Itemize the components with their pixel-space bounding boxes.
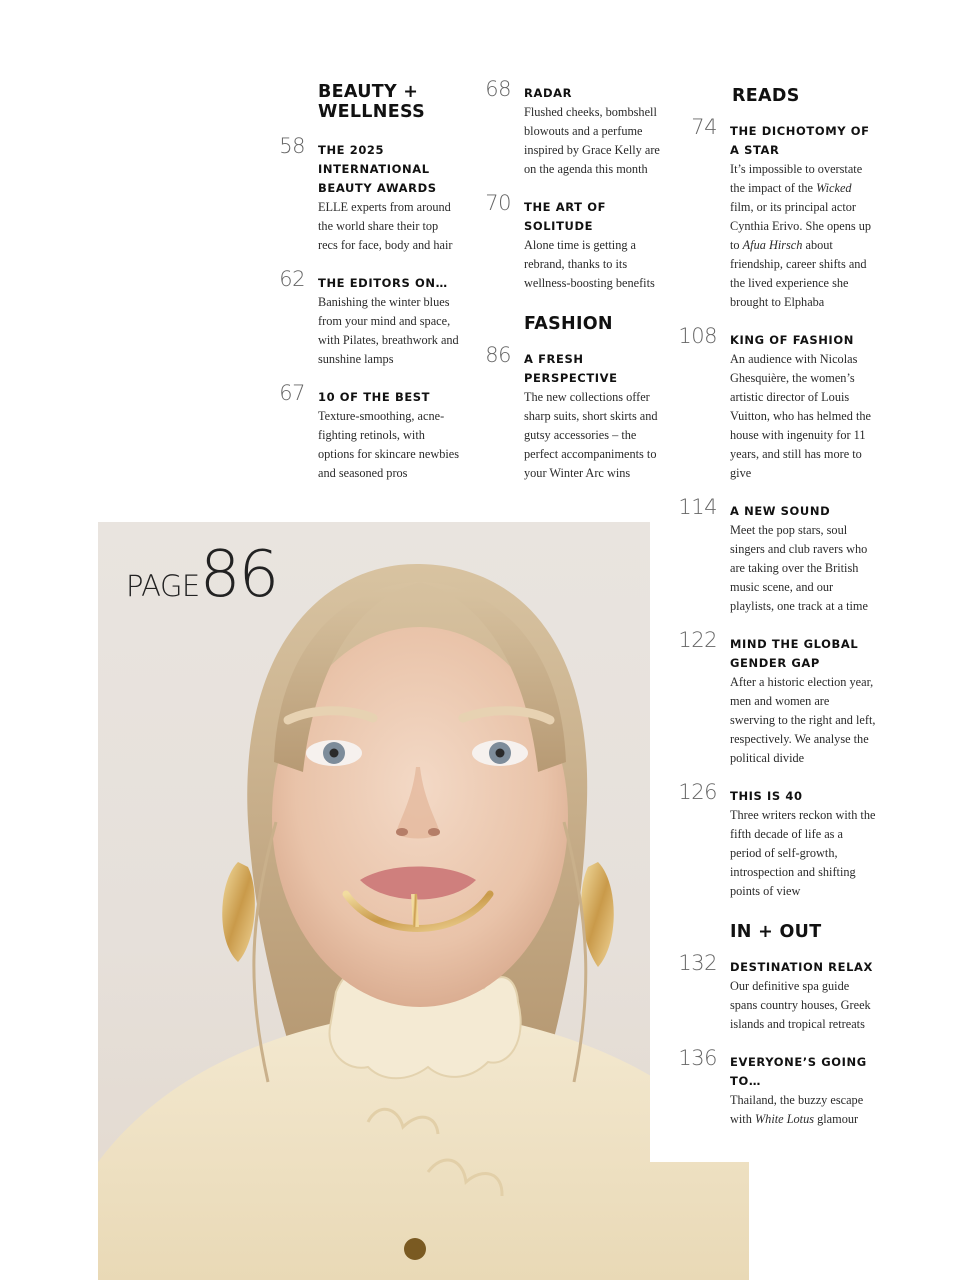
page-number: 114 <box>678 495 717 519</box>
contents-entry-70[interactable] <box>485 191 670 293</box>
show-title: White Lotus <box>754 1112 815 1126</box>
author-name: Afua Hirsch <box>742 238 803 252</box>
entry-description <box>730 1091 876 1129</box>
entry-description: After a historic election year, men and women are swerving to the right and left, respectively. We analyse the political divide <box>730 675 876 765</box>
entry-description: An audience with Nicolas Ghesquière, the women’s artistic director of Louis Vuitton, who has helmed the house with ingenuity for 11 years, and still has more to give <box>730 352 871 480</box>
contents-entry-122[interactable] <box>678 628 876 768</box>
entry-title: 10 OF THE BEST <box>318 390 431 404</box>
entry-title: RADAR <box>524 86 573 100</box>
contents-entry-126[interactable] <box>678 780 876 901</box>
entry-description: ELLE experts from around the world share their top recs for face, body and hair <box>318 200 453 252</box>
contents-entry-67[interactable] <box>279 381 460 483</box>
page-number: 122 <box>678 628 717 652</box>
entry-title: THE DICHOTOMY OF A STAR <box>730 124 870 157</box>
page-label-number: 86 <box>199 538 278 612</box>
page-number: 86 <box>485 343 511 367</box>
page-number: 58 <box>279 134 305 158</box>
section-in-out: IN + OUT <box>730 922 822 942</box>
contents-entry-86[interactable] <box>485 343 670 483</box>
page-number: 132 <box>678 951 717 975</box>
entry-description: Banishing the winter blues from your mind and space, with Pilates, breathwork and sunshine lamps <box>318 295 459 366</box>
entry-title: THIS IS 40 <box>730 789 803 803</box>
entry-title: A FRESH PERSPECTIVE <box>524 352 618 385</box>
entry-description: Alone time is getting a rebrand, thanks to its wellness-boosting benefits <box>524 238 655 290</box>
page-number: 136 <box>678 1046 717 1070</box>
film-title: Wicked <box>816 181 852 195</box>
entry-title: THE ART OF SOLITUDE <box>524 200 607 233</box>
desc-text: film, or its principal actor Cynthia Erivo. She opens up to <box>730 200 872 252</box>
page-label <box>126 538 277 612</box>
page-number: 70 <box>485 191 511 215</box>
page-number: 67 <box>279 381 305 405</box>
section-beauty-wellness: BEAUTY + WELLNESS <box>318 82 425 122</box>
section-fashion: FASHION <box>524 314 613 334</box>
entry-title: THE 2025 INTERNATIONAL BEAUTY AWARDS <box>318 143 437 195</box>
entry-title: KING OF FASHION <box>730 333 854 347</box>
desc-text: glamour <box>814 1112 859 1126</box>
page-number: 126 <box>678 780 717 804</box>
contents-entry-58[interactable] <box>279 134 460 255</box>
page-number: 62 <box>279 267 305 291</box>
entry-title: A NEW SOUND <box>730 504 831 518</box>
desc-text: It’s impossible to overstate the impact of the <box>730 162 863 195</box>
contents-entry-108[interactable] <box>678 324 876 483</box>
entry-title: DESTINATION RELAX <box>730 960 873 974</box>
contents-entry-114[interactable] <box>678 495 876 616</box>
contents-entry-62[interactable] <box>279 267 460 369</box>
entry-description: Flushed cheeks, bombshell blowouts and a perfume inspired by Grace Kelly are on the agenda this month <box>524 105 660 176</box>
entry-title: THE EDITORS ON… <box>318 276 448 290</box>
section-reads: READS <box>732 86 800 106</box>
entry-description: Three writers reckon with the fifth decade of life as a period of self-growth, introspection and shifting points of view <box>730 808 876 898</box>
desc-text: Thailand, the buzzy escape with <box>730 1093 864 1126</box>
entry-description <box>730 160 876 312</box>
page-number: 108 <box>678 324 717 348</box>
contents-entry-132[interactable] <box>678 951 876 1034</box>
page-number: 68 <box>485 77 511 101</box>
contents-entry-74[interactable] <box>691 115 876 312</box>
page-number: 74 <box>691 115 717 139</box>
entry-description: Texture-smoothing, acne-fighting retinols, with options for skincare newbies and seasoned pros <box>318 409 460 480</box>
entry-description: The new collections offer sharp suits, short skirts and gutsy accessories – the perfect accompaniments to your Winter Arc wins <box>524 390 658 480</box>
entry-description: Our definitive spa guide spans country houses, Greek islands and tropical retreats <box>730 979 871 1031</box>
entry-description: Meet the pop stars, soul singers and club ravers who are taking over the British music scene, and our playlists, one track at a time <box>730 523 868 613</box>
contents-entry-136[interactable] <box>678 1046 876 1129</box>
entry-title: EVERYONE’S GOING TO… <box>730 1055 867 1088</box>
page-label-word: PAGE <box>126 569 200 603</box>
contents-entry-68[interactable] <box>485 77 670 179</box>
desc-text: about friendship, career shifts and the lived experience she brought to Elphaba <box>730 238 867 309</box>
entry-title: MIND THE GLOBAL GENDER GAP <box>730 637 859 670</box>
